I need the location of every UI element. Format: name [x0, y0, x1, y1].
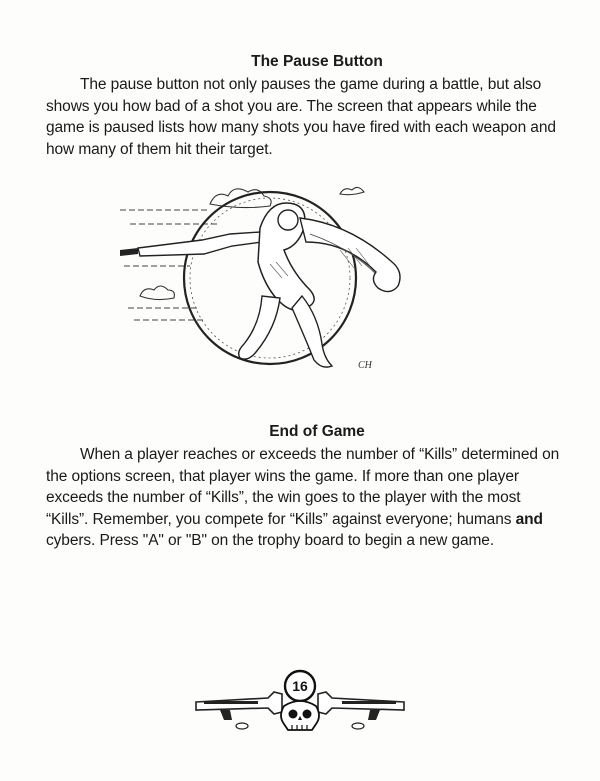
end-of-game-heading: End of Game [269, 423, 365, 440]
cloud-shape [140, 286, 174, 300]
hero-cape [300, 218, 400, 292]
hero-leg [239, 296, 280, 359]
gun-arm [138, 232, 262, 256]
bullet-icon [236, 723, 248, 729]
hero-head [278, 210, 298, 230]
bold-emphasis: and [515, 510, 543, 528]
pause-button-paragraph: The pause button not only pauses the game during a battle, but also shows you how bad of a shot you are. The screen that appears while the game is paused lists how many shots you have fired with each weapon and how many of them hit their target. [46, 76, 556, 158]
cloud-shape [340, 187, 364, 194]
end-of-game-text-part2: cybers. Press "A" or "B" on the trophy board to begin a new game. [46, 532, 495, 549]
hero-leg [292, 296, 332, 367]
skull-guns-emblem [190, 668, 410, 740]
pause-button-heading: The Pause Button [251, 53, 383, 70]
pause-button-section [46, 52, 566, 160]
artist-signature: CH [358, 360, 372, 371]
muzzle-flash [120, 248, 138, 256]
flying-hero-illustration [110, 168, 430, 400]
skull-icon [281, 701, 319, 730]
page-number: 16 [292, 678, 308, 694]
bullet-icon [352, 723, 364, 729]
end-of-game-text-part1: When a player reaches or exceeds the number of “Kills” determined on the options screen, that player wins the game. If more than one player exceeds the number of “Kills”, the win goes to the player with the most “Kills”. Remember, you compete for “Kills” against everyone; humans [46, 446, 560, 528]
end-of-game-paragraph [46, 444, 566, 552]
end-of-game-section [46, 422, 566, 552]
